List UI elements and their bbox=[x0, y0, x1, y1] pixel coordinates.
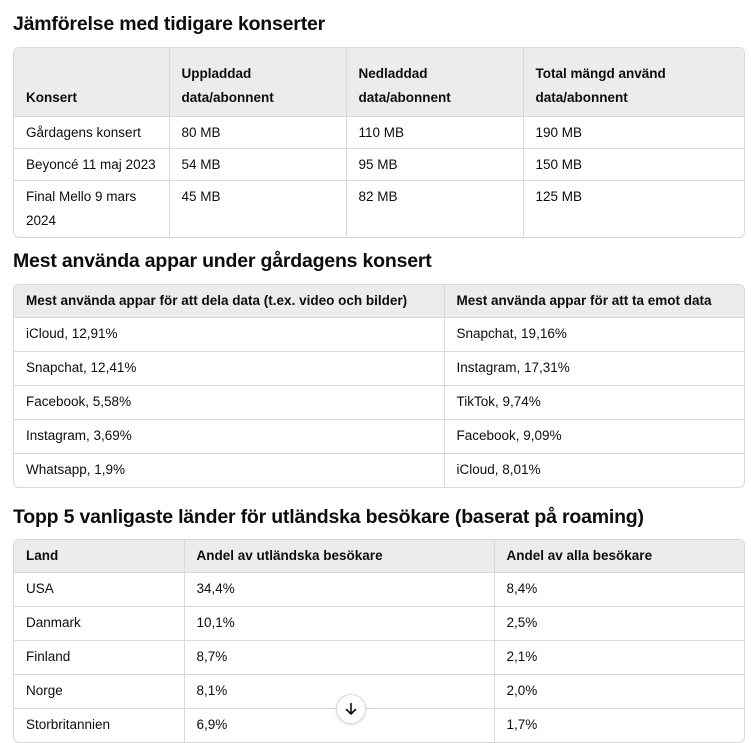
table-cell: 95 MB bbox=[346, 149, 523, 181]
column-header: Uppladdad data/abonnent bbox=[169, 48, 346, 117]
table-row bbox=[14, 607, 744, 641]
table-row bbox=[14, 386, 744, 420]
table-cell: TikTok, 9,74% bbox=[444, 386, 744, 420]
column-header: Total mängd använd data/abonnent bbox=[523, 48, 744, 117]
table-cell: 150 MB bbox=[523, 149, 744, 181]
table-cell: Whatsapp, 1,9% bbox=[14, 454, 444, 488]
table-cell: Beyoncé 11 maj 2023 bbox=[14, 149, 169, 181]
arrow-down-icon bbox=[343, 701, 359, 717]
section-title-countries: Topp 5 vanligaste länder för utländska besökare (baserat på roaming) bbox=[13, 506, 644, 528]
table-cell: 80 MB bbox=[169, 117, 346, 149]
table-cell: Finland bbox=[14, 641, 184, 675]
table-cell: 8,7% bbox=[184, 641, 494, 675]
table-header-row bbox=[14, 48, 744, 117]
table-cell: 8,1% bbox=[184, 675, 494, 709]
section-title-apps: Mest använda appar under gårdagens konsert bbox=[13, 250, 432, 272]
column-header: Nedladdad data/abonnent bbox=[346, 48, 523, 117]
scroll-to-bottom-button[interactable] bbox=[336, 694, 366, 724]
table-row bbox=[14, 709, 744, 743]
table-cell: 10,1% bbox=[184, 607, 494, 641]
table-cell: 45 MB bbox=[169, 181, 346, 237]
column-header: Mest använda appar för att ta emot data bbox=[444, 285, 744, 318]
table-cell: USA bbox=[26, 581, 54, 596]
table-cell: 6,9% bbox=[184, 709, 494, 743]
table-cell: Storbritannien bbox=[14, 709, 184, 743]
table-row bbox=[14, 181, 744, 237]
table-cell: Danmark bbox=[14, 607, 184, 641]
table-header-row bbox=[14, 285, 744, 318]
table-cell: 34,4% bbox=[184, 573, 494, 607]
column-header: Andel av alla besökare bbox=[494, 540, 744, 573]
table-cell: Gårdagens konsert bbox=[26, 125, 141, 140]
table-cell: Instagram, 3,69% bbox=[14, 420, 444, 454]
table-row bbox=[14, 149, 744, 181]
table-cell: 8,4% bbox=[494, 573, 744, 607]
countries-table-container bbox=[13, 539, 745, 743]
table-cell: Facebook, 5,58% bbox=[14, 386, 444, 420]
table-cell: iCloud, 12,91% bbox=[26, 326, 118, 341]
table-cell: Final Mello 9 mars 2024 bbox=[14, 181, 169, 237]
column-header: Mest använda appar för att dela data (t.ex. video och bilder) bbox=[14, 285, 444, 318]
table-row bbox=[14, 318, 744, 352]
column-header: Konsert bbox=[14, 48, 169, 117]
table-cell: Snapchat, 19,16% bbox=[444, 318, 744, 352]
table-cell: 190 MB bbox=[523, 117, 744, 149]
table-row bbox=[14, 117, 744, 149]
table-cell: iCloud, 8,01% bbox=[444, 454, 744, 488]
table-row bbox=[14, 641, 744, 675]
comparison-table-container bbox=[13, 47, 745, 238]
table-cell: 125 MB bbox=[523, 181, 744, 237]
table-cell: Norge bbox=[14, 675, 184, 709]
table-cell: 2,1% bbox=[494, 641, 744, 675]
table-cell: 2,0% bbox=[494, 675, 744, 709]
table-row bbox=[14, 675, 744, 709]
table-row bbox=[14, 420, 744, 454]
countries-table bbox=[14, 540, 744, 742]
apps-table-container bbox=[13, 284, 745, 488]
comparison-table bbox=[14, 48, 744, 237]
table-cell: Instagram, 17,31% bbox=[444, 352, 744, 386]
section-title-comparison: Jämförelse med tidigare konserter bbox=[13, 13, 326, 35]
table-row bbox=[14, 454, 744, 488]
column-header: Land bbox=[14, 540, 184, 573]
apps-table bbox=[14, 285, 744, 487]
table-cell: Snapchat, 12,41% bbox=[14, 352, 444, 386]
table-cell: 54 MB bbox=[169, 149, 346, 181]
table-header-row bbox=[14, 540, 744, 573]
table-cell: Facebook, 9,09% bbox=[444, 420, 744, 454]
table-cell: 1,7% bbox=[494, 709, 744, 743]
table-row bbox=[14, 573, 744, 607]
table-cell: 110 MB bbox=[346, 117, 523, 149]
column-header: Andel av utländska besökare bbox=[184, 540, 494, 573]
table-cell: 2,5% bbox=[494, 607, 744, 641]
table-row bbox=[14, 352, 744, 386]
table-cell: 82 MB bbox=[346, 181, 523, 237]
